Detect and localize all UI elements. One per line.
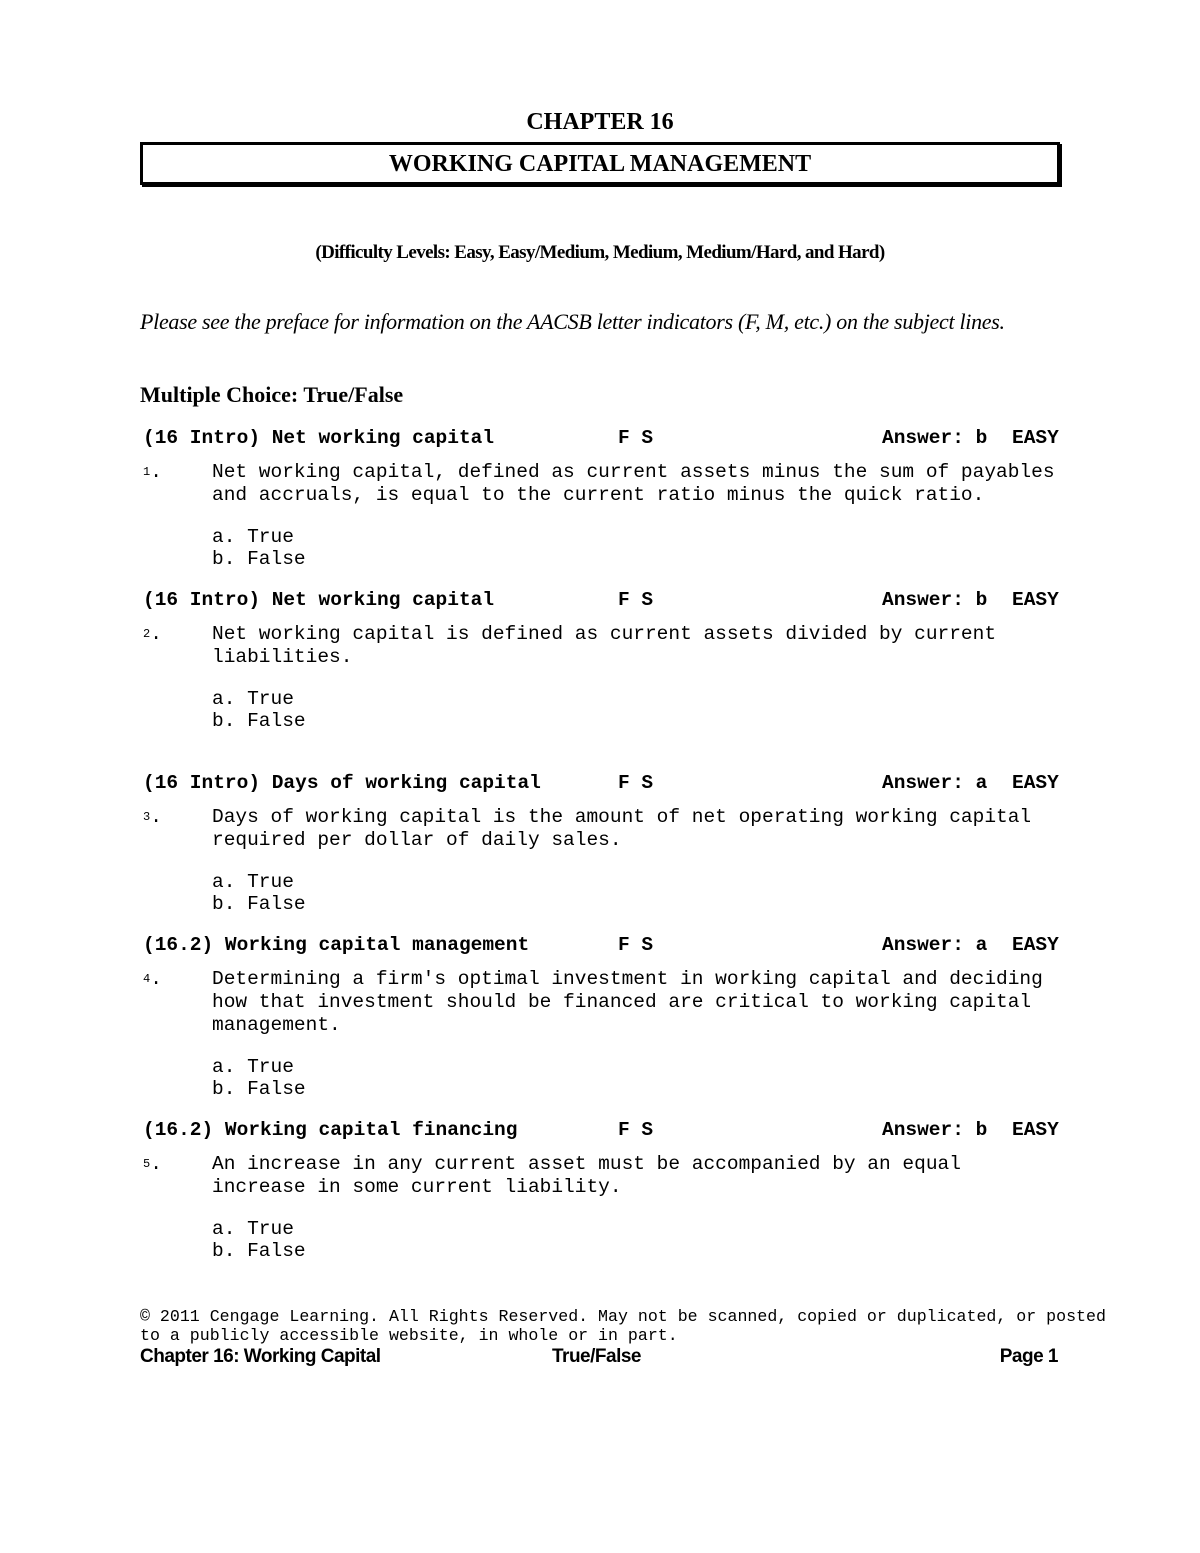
answer-option[interactable]: a. True (212, 1056, 294, 1078)
question-text-line: required per dollar of daily sales. (212, 829, 622, 851)
question-answer: Answer: b (882, 427, 988, 449)
footer-chapter: Chapter 16: Working Capital (140, 1346, 381, 1367)
question-difficulty: EASY (1012, 589, 1059, 611)
question-text-line: Determining a firm's optimal investment in working capital and deciding (212, 968, 1043, 990)
answer-option[interactable]: a. True (212, 871, 294, 893)
answer-option[interactable]: a. True (212, 526, 294, 548)
question-number: 1 (143, 465, 151, 479)
question-topic: (16.2) Working capital management (143, 934, 530, 956)
question-number: 2 (143, 627, 151, 641)
question-difficulty: EASY (1012, 1119, 1059, 1141)
copyright-line: to a publicly accessible website, in whole or in part. (140, 1326, 678, 1345)
question-difficulty: EASY (1012, 934, 1059, 956)
question-block: (16 Intro) Net working capital F S Answer: b EASY $^2$. Net working capital is defined as current assets divided by current liabilities. a. True b. False (143, 589, 1063, 732)
question-difficulty: EASY (1012, 772, 1059, 794)
question-block: (16.2) Working capital financing F S Answer: b EASY $^5$. An increase in any current asset must be accompanied by an equal increase in some current liability. a. True b. False (143, 1119, 1063, 1262)
answer-option[interactable]: b. False (212, 1078, 306, 1100)
question-tags: F S (618, 1119, 654, 1141)
question-tags: F S (618, 772, 654, 794)
footer-page-number: Page 1 (999, 1346, 1058, 1367)
answer-option[interactable]: b. False (212, 893, 306, 915)
question-text-line: Days of working capital is the amount of net operating working capital (212, 806, 1032, 828)
question-block: (16 Intro) Days of working capital F S Answer: a EASY $^3$. Days of working capital is the amount of net operating working capital required per dollar of daily sales. a. True b. False (143, 772, 1063, 915)
question-number: 4 (143, 972, 151, 986)
question-block: (16.2) Working capital management F S Answer: a EASY $^4$. Determining a firm's optimal investment in working capital and deciding how that investment should be financed are critical to working capital management. a. True b. False (143, 934, 1063, 1100)
question-header (143, 772, 1063, 795)
answer-option[interactable]: b. False (212, 710, 306, 732)
question-number: 3 (143, 810, 151, 824)
question-difficulty: EASY (1012, 427, 1059, 449)
question-tags: F S (618, 589, 654, 611)
question-header (143, 427, 1063, 450)
title-box (140, 142, 1060, 185)
chapter-title: WORKING CAPITAL MANAGEMENT (388, 151, 812, 177)
preface-note: Please see the preface for information on the AACSB letter indicators (F, M, etc.) on the subject lines. (140, 309, 1005, 334)
difficulty-levels: (Difficulty Levels: Easy, Easy/Medium, Medium, Medium/Hard, and Hard) (315, 242, 885, 263)
question-text-line: Net working capital, defined as current assets minus the sum of payables (212, 461, 1055, 483)
question-tags: F S (618, 427, 654, 449)
question-text-line: An increase in any current asset must be accompanied by an equal (212, 1153, 961, 1175)
question-answer: Answer: b (882, 589, 988, 611)
question-tags: F S (618, 934, 654, 956)
question-answer: Answer: b (882, 1119, 988, 1141)
question-block: (16 Intro) Net working capital F S Answer: b EASY $^1$. Net working capital, defined as current assets minus the sum of payables and accruals, is equal to the current ratio minus the quick ratio. a. True b. False (143, 427, 1063, 570)
question-number: 5 (143, 1157, 151, 1171)
question-topic: (16 Intro) Net working capital (143, 589, 495, 611)
section-title: Multiple Choice: True/False (140, 382, 404, 407)
question-text-line: liabilities. (212, 646, 353, 668)
question-topic: (16 Intro) Net working capital (143, 427, 495, 449)
question-answer: Answer: a (882, 772, 988, 794)
question-topic: (16.2) Working capital financing (143, 1119, 518, 1141)
question-text-line: management. (212, 1014, 341, 1036)
answer-option[interactable]: a. True (212, 1218, 294, 1240)
answer-option[interactable]: b. False (212, 548, 306, 570)
answer-option[interactable]: b. False (212, 1240, 306, 1262)
question-header (143, 1119, 1063, 1142)
question-text-line: increase in some current liability. (212, 1176, 622, 1198)
question-text-line: Net working capital is defined as current assets divided by current (212, 623, 997, 645)
footer-section: True/False (552, 1346, 641, 1367)
chapter-number-overlay: CHAPTER 16 (526, 109, 674, 135)
question-topic: (16 Intro) Days of working capital (143, 772, 541, 794)
copyright-line: © 2011 Cengage Learning. All Rights Reserved. May not be scanned, copied or duplicated, or posted (140, 1307, 1106, 1326)
question-answer: Answer: a (882, 934, 988, 956)
question-header (143, 934, 1063, 957)
question-header (143, 589, 1063, 612)
question-text-line: and accruals, is equal to the current ratio minus the quick ratio. (212, 484, 985, 506)
question-text-line: how that investment should be financed are critical to working capital (212, 991, 1032, 1013)
answer-option[interactable]: a. True (212, 688, 294, 710)
